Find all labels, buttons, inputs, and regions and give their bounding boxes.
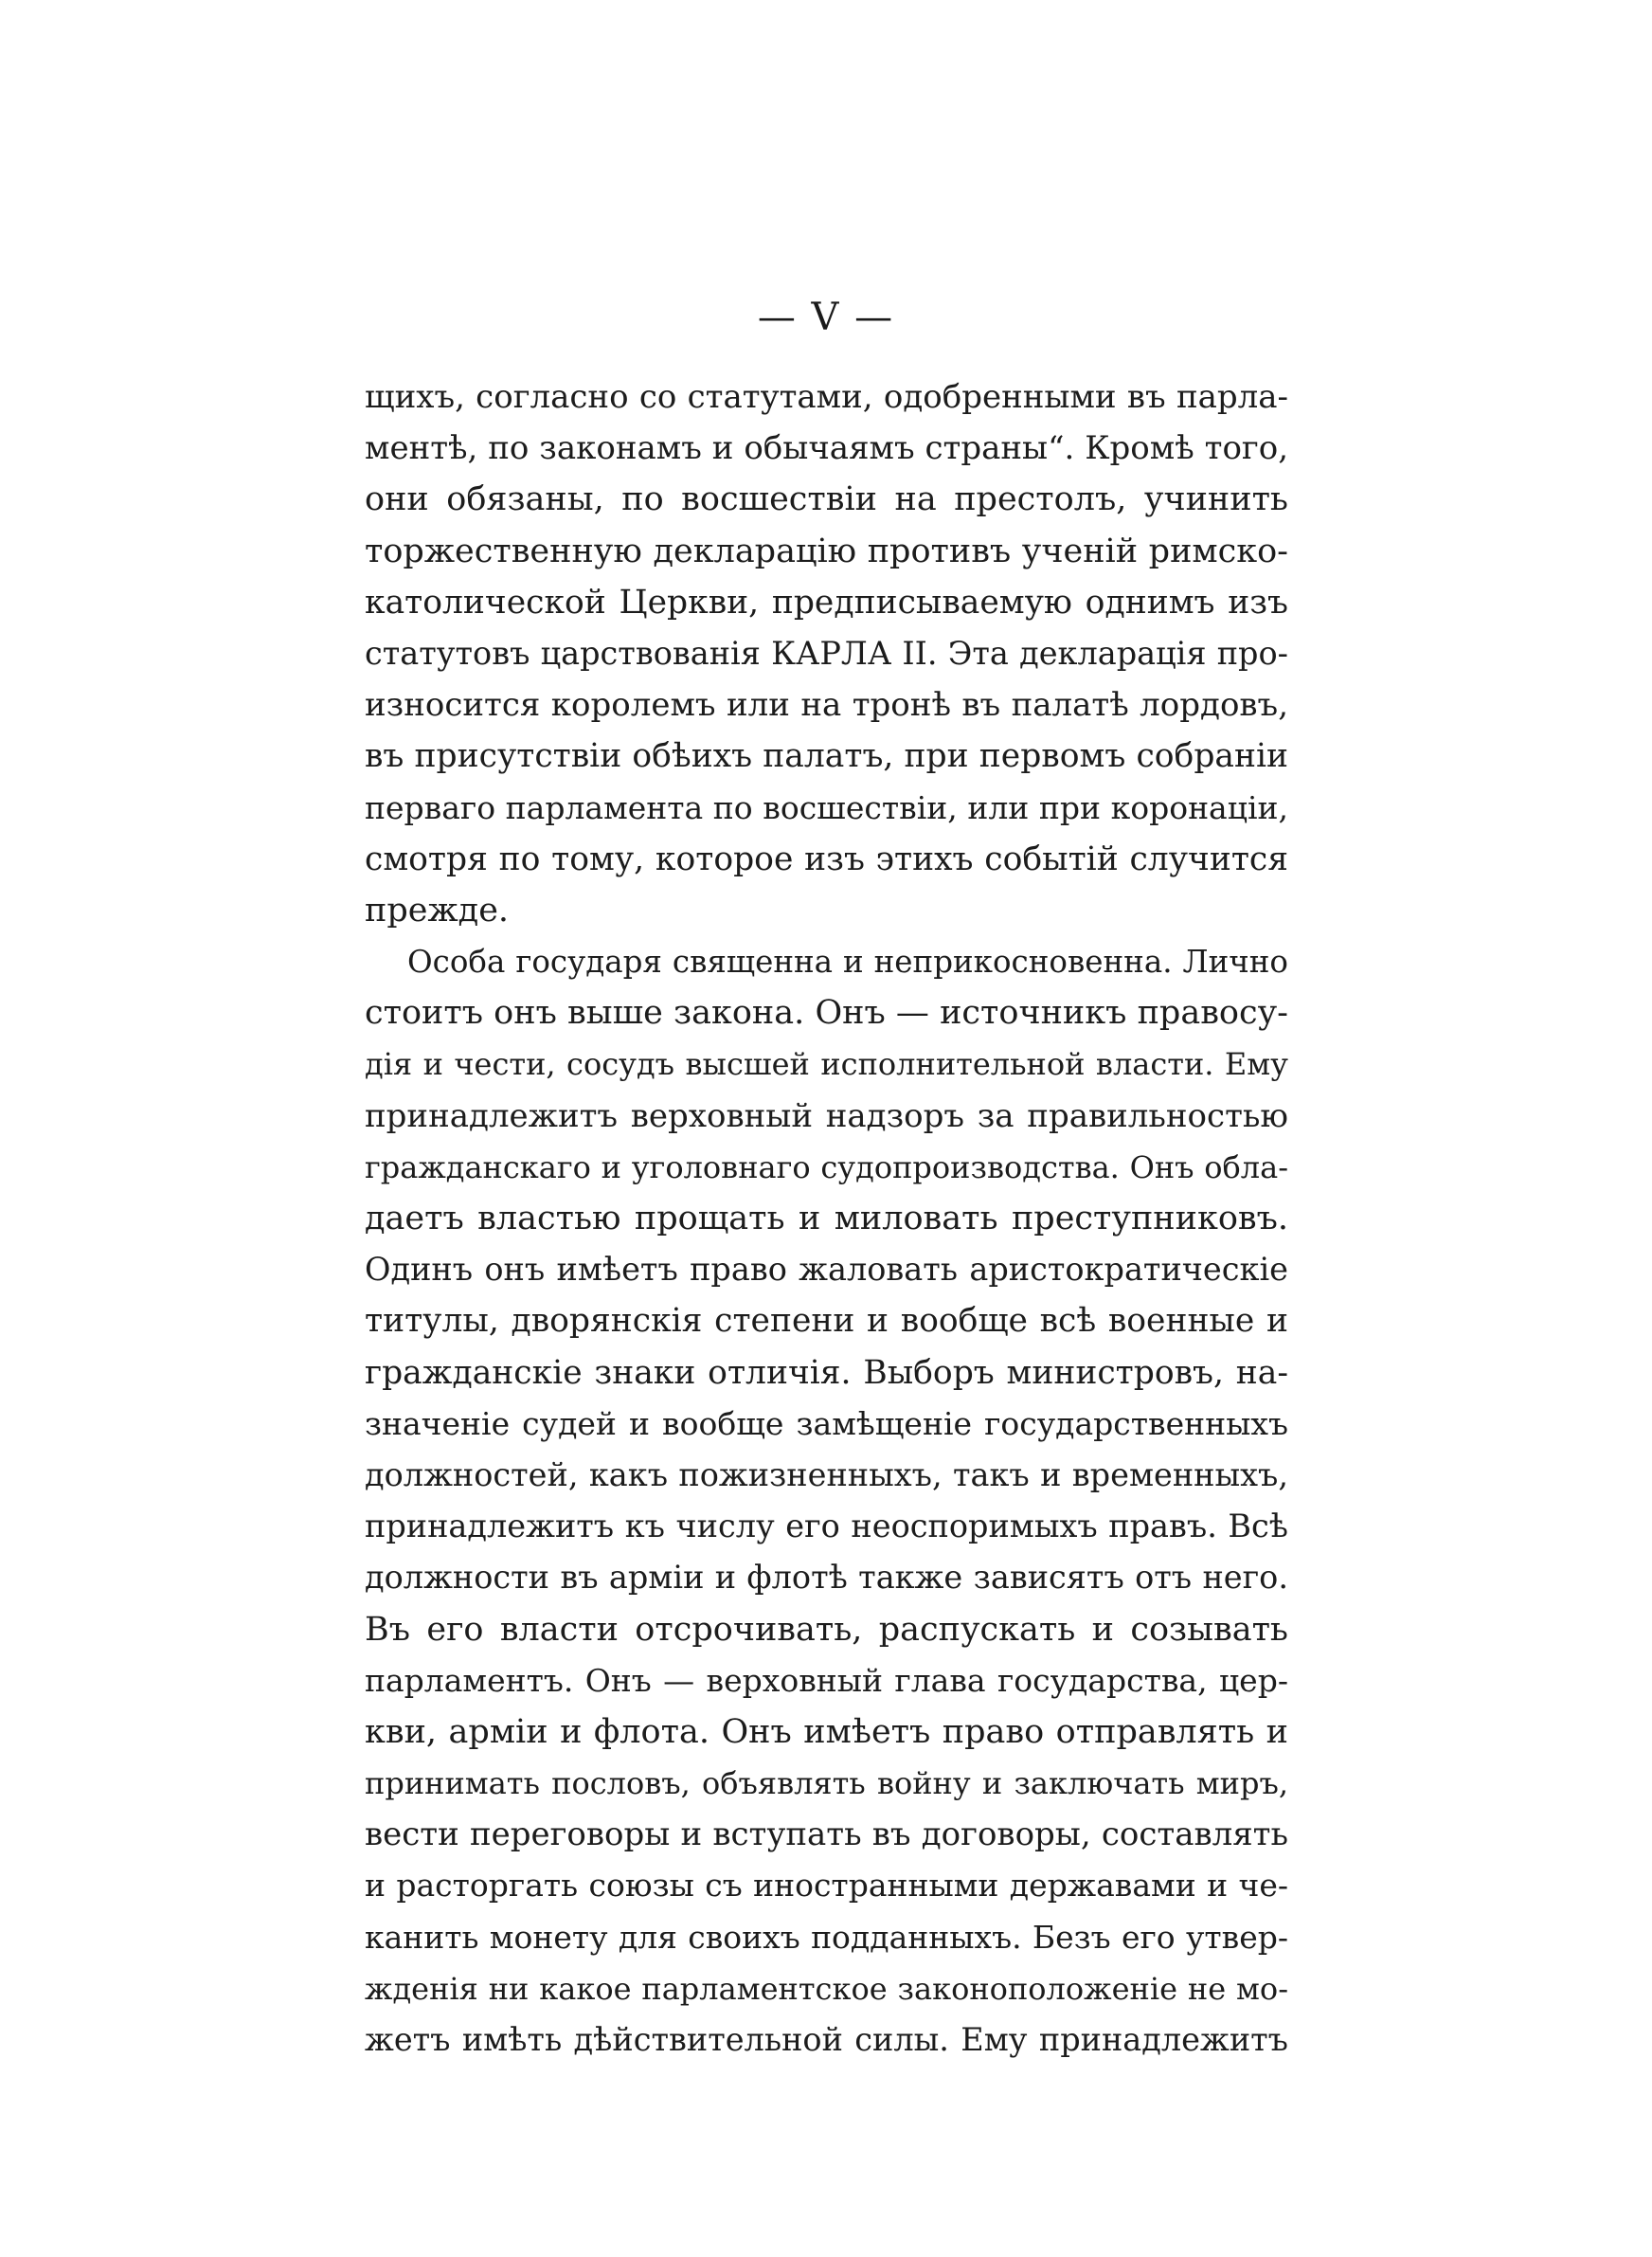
text-line: смотря по тому, которое изъ этихъ событій случится [365, 840, 1288, 878]
text-line: принадлежитъ верховный надзоръ за правильностью [365, 1096, 1288, 1135]
text-line: должности въ арміи и флотѣ также зависятъ отъ него. [365, 1559, 1288, 1597]
text-line: щихъ, согласно со статутами, одобренными въ парла- [365, 378, 1288, 416]
text-line-paragraph-end: прежде. [365, 891, 510, 930]
text-line: дія и чести, сосудъ высшей исполнительной власти. Ему [365, 1046, 1288, 1083]
text-line-paragraph-start: Особа государя священна и неприкосновенна. Лично [407, 944, 1288, 981]
text-line: жетъ имѣть дѣйствительной силы. Ему принадлежитъ [365, 2021, 1288, 2058]
text-line: Одинъ онъ имѣетъ право жаловать аристократическіе [365, 1251, 1288, 1289]
text-line: парламентъ. Онъ — верховный глава государства, цер- [365, 1661, 1288, 1699]
text-line: статутовъ царствованія КАРЛА II. Эта декларація про- [365, 634, 1288, 672]
text-line: значеніе судей и вообще замѣщеніе государственныхъ [365, 1404, 1288, 1442]
text-line: кви, арміи и флота. Онъ имѣетъ право отправлять и [365, 1712, 1288, 1751]
text-line: принимать пословъ, объявлять войну и заключать миръ, [365, 1765, 1288, 1802]
text-line: вести переговоры и вступать въ договоры, составлять [365, 1815, 1288, 1854]
page-number: — V — [757, 296, 895, 339]
text-line: они обязаны, по восшествіи на престолъ, учинить [365, 480, 1288, 519]
text-line: даетъ властью прощать и миловать преступниковъ. [365, 1200, 1288, 1237]
text-line: гражданскаго и уголовнаго судопроизводства. Онъ обла- [365, 1148, 1288, 1185]
text-line: Въ его власти отсрочивать, распускать и созывать [365, 1610, 1288, 1649]
text-line: перваго парламента по восшествіи, или при коронаціи, [365, 788, 1288, 826]
text-line: жденія ни какое парламентское законоположеніе не мо- [365, 1970, 1288, 2007]
text-line: стоитъ онъ выше закона. Онъ — источникъ правосу- [365, 994, 1288, 1033]
text-line: и расторгать союзы съ иностранными державами и че- [365, 1867, 1288, 1905]
text-line: принадлежитъ къ числу его неоспоримыхъ правъ. Всѣ [365, 1508, 1288, 1545]
text-line: торжественную декларацію противъ ученій римско- [365, 532, 1288, 570]
text-line: должностей, какъ пожизненныхъ, такъ и временныхъ, [365, 1455, 1288, 1493]
text-line: въ присутствіи обѣихъ палатъ, при первомъ собраніи [365, 737, 1288, 776]
text-line: износится королемъ или на тронѣ въ палатѣ лордовъ, [365, 686, 1288, 725]
text-line: титулы, дворянскія степени и вообще всѣ военные и [365, 1302, 1288, 1341]
text-line: канить монету для своихъ подданныхъ. Безъ его утвер- [365, 1918, 1288, 1956]
text-line: ментѣ, по законамъ и обычаямъ страны“. Кромѣ того, [365, 429, 1288, 468]
text-line: гражданскіе знаки отличія. Выборъ министровъ, на- [365, 1353, 1288, 1392]
text-line: католической Церкви, предписываемую однимъ изъ [365, 583, 1288, 622]
body-text [365, 371, 1288, 2066]
